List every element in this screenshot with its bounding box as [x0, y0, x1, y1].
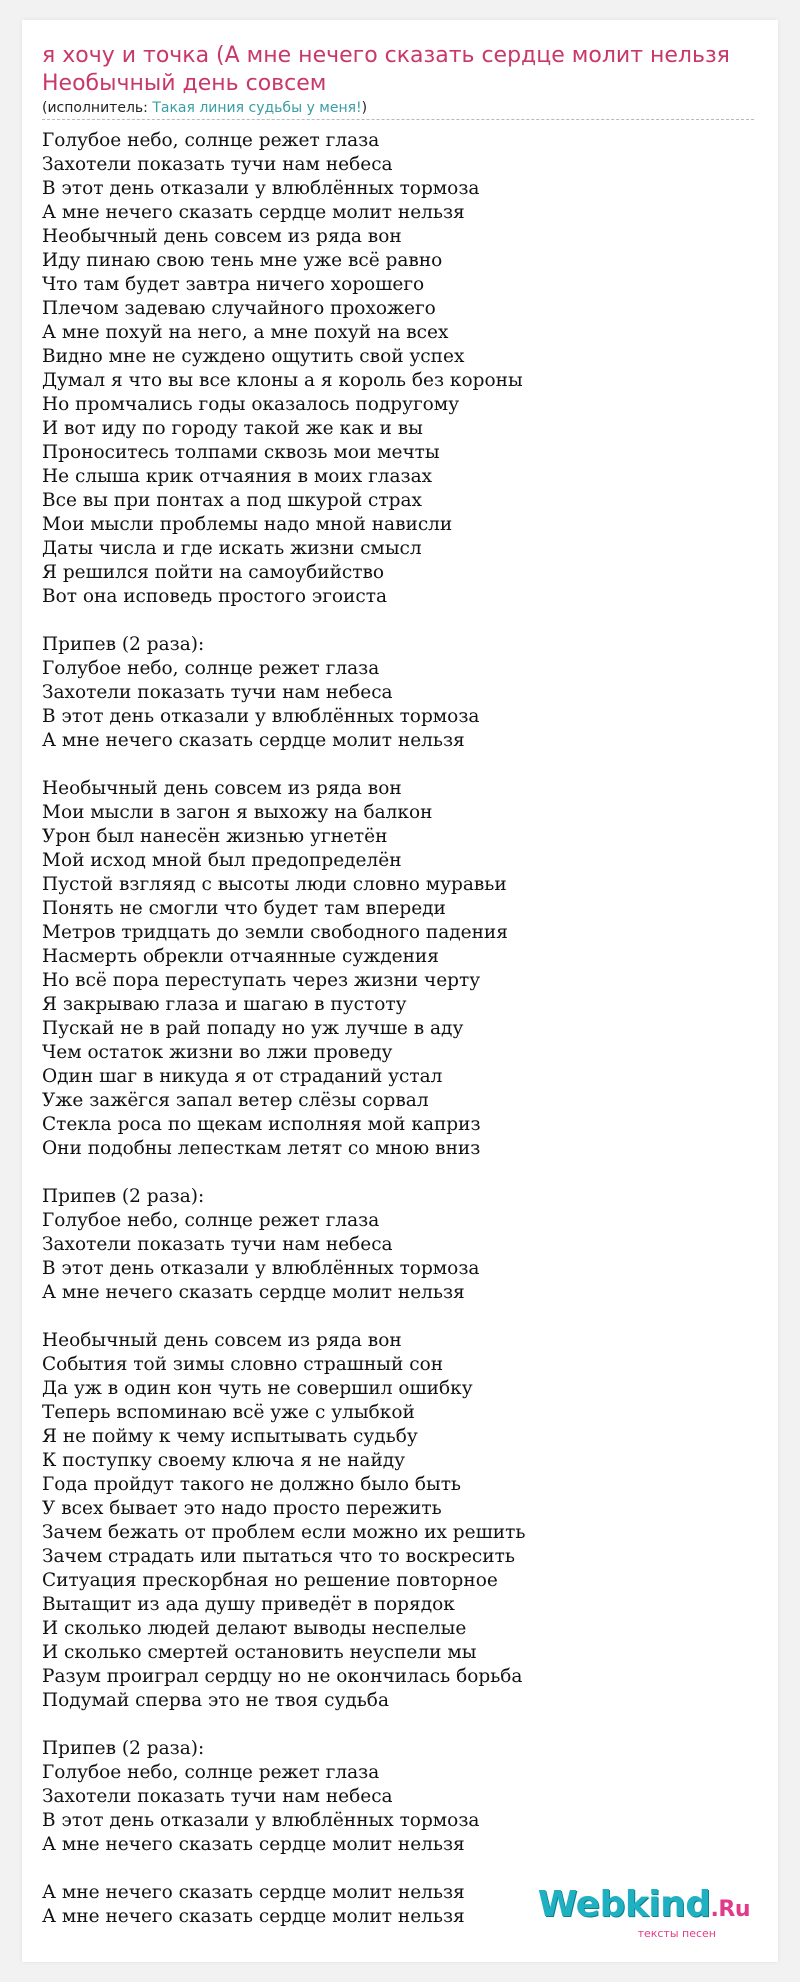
artist-suffix: )	[361, 100, 368, 116]
artist-link[interactable]: Такая линия судьбы у меня!	[152, 100, 362, 116]
song-title: я хочу и точка (А мне нечего сказать сердце молит нельзя Необычный день совсем	[42, 43, 730, 96]
logo-wordmark	[537, 1884, 750, 1928]
lyrics-card	[22, 20, 778, 1962]
artist-prefix: (исполнитель:	[42, 100, 153, 116]
logo-name: Webkind	[537, 1884, 711, 1925]
artist-line	[42, 99, 754, 120]
site-logo[interactable]	[537, 1884, 750, 1940]
logo-tagline: тексты песен	[637, 1927, 716, 1940]
lyrics-text: Голубое небо, солнце режет глаза Захотели показать тучи нам небеса В этот день отказали у влюблённых тормоза А мне нечего сказать сердце молит нельзя Необычный день совсем из ряда вон Иду пинаю свою тень мне уже всё равно Что там будет завтра ничего хорошего Плечом задеваю случайного прохожего А мне похуй на него, а мне похуй на всех Видно мне не суждено ощутить свой успех Думал я что вы все клоны а я король без короны Но промчались годы оказалось подругому И вот иду по городу такой же как и вы Проноситесь толпами сквозь мои мечты Не слыша крик отчаяния в моих глазах Все вы при понтах а под шкурой страх Мои мысли проблемы надо мной нависли Даты числа и где искать жизни смысл Я решился пойти на самоубийство Вот она исповедь простого эгоиста Припев (2 раза): Голубое небо, солнце режет глаза Захотели показать тучи нам небеса В этот день отказали у влюблённых тормоза А мне нечего сказать сердце молит нельзя Необычный день совсем из ряда вон Мои мысли в загон я выхожу на балкон Урон был нанесён жизнью угнетён Мой исход мной был предопределён Пустой взгляяд с высоты люди словно муравьи Понять не смогли что будет там впереди Метров тридцать до земли свободного падения Насмерть обрекли отчаянные суждения Но всё пора переступать через жизни черту Я закрываю глаза и шагаю в пустоту Пускай не в рай попаду но уж лучше в аду Чем остаток жизни во лжи проведу Один шаг в никуда я от страданий устал Уже зажёгся запал ветер слёзы сорвал Стекла роса по щекам исполняя мой каприз Они подобны лепесткам летят со мною вниз Припев (2 раза): Голубое небо, солнце режет глаза Захотели показать тучи нам небеса В этот день отказали у влюблённых тормоза А мне нечего сказать сердце молит нельзя Необычный день совсем из ряда вон События той зимы словно страшный сон Да уж в один кон чуть не совершил ошибку Теперь вспоминаю всё уже с улыбкой Я не пойму к чему испытывать судьбу К поступку своему ключа я не найду Года пройдут такого не должно было быть У всех бывает это надо просто пережить Зачем бежать от проблем если можно их решить Зачем страдать или пытаться что то воскресить Ситуация прескорбная но решение повторное Вытащит из ада душу приведёт в порядок И сколько людей делают выводы неспелые И сколько смертей остановить неуспели мы Разум проиграл сердцу но не окончилась борьба Подумай сперва это не твоя судьба Припев (2 раза): Голубое небо, солнце режет глаза Захотели показать тучи нам небеса В этот день отказали у влюблённых тормоза А мне нечего сказать сердце молит нельзя А мне нечего сказать сердце молит нельзя А мне нечего сказать сердце молит нельзя	[42, 130, 526, 1927]
logo-tld: .Ru	[710, 1897, 750, 1922]
